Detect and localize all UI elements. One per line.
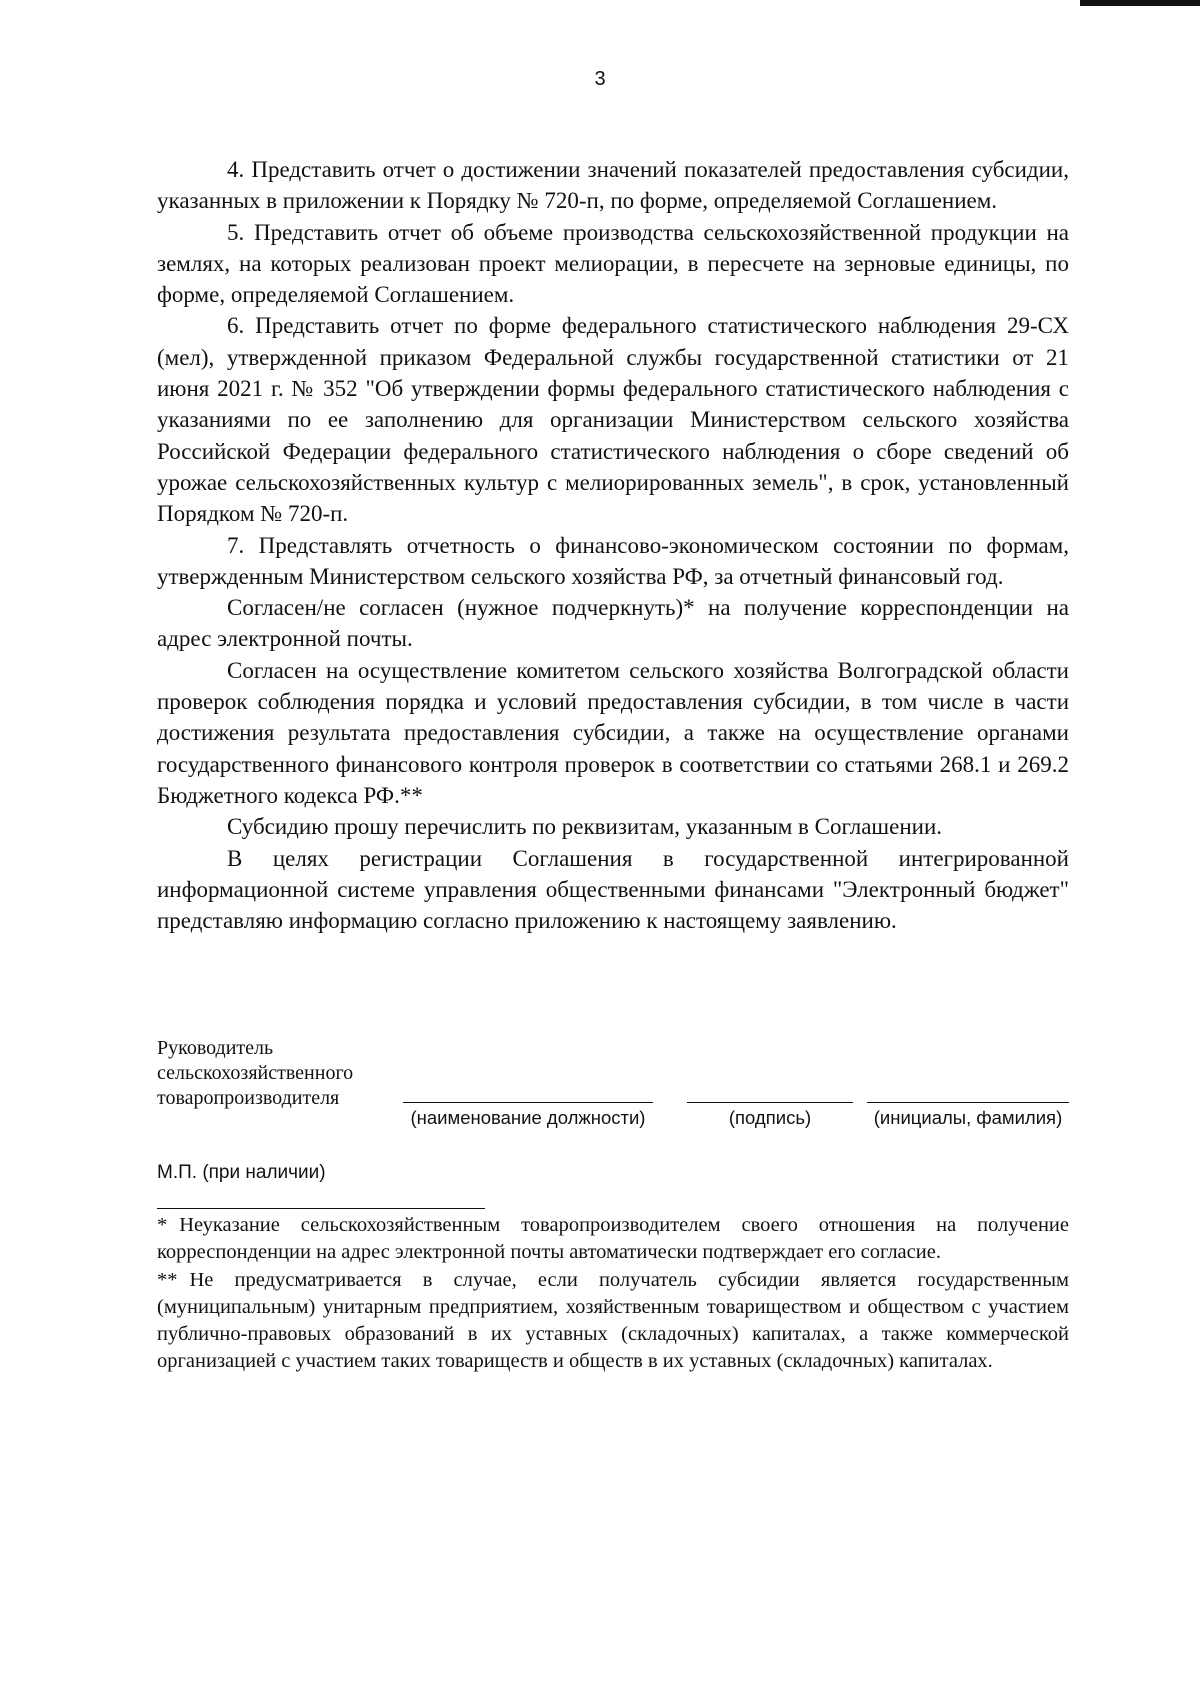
footnote-2 [157,1267,1069,1376]
position-field [403,1102,653,1136]
name-caption: (инициалы, фамилия) [873,1107,1063,1128]
signatory-role-line: сельскохозяйственного [157,1062,354,1084]
paragraph-e-budget-registration: В целях регистрации Соглашения в государственной интегрированной информационной системе управления общественными финансами "Электронный бюджет" представляю информацию согласно приложению к настоящему заявлению. [157,845,1069,934]
signature-field [687,1102,853,1136]
footnote-text: Не предусматривается в случае, если получатель субсидии является государственным (муниципальным) унитарным предприятием, хозяйственным товариществом и обществом с участием публично-правовых образований в их уставных (складочных) капиталах, а также коммерческой организацией с участием таких товариществ и обществ в их уставных (складочных) капиталах. [157,1268,1069,1373]
signature-line [687,1102,853,1103]
footnotes [157,1212,1069,1376]
paragraph-item-6: 6. Представить отчет по форме федерального статистического наблюдения 29-СХ (мел), утвержденной приказом Федеральной службы государственной статистики от 21 июня 2021 г. № 352 "Об утверждении формы федерального статистического наблюдения с указаниями по ее заполнению для организации Министерством сельского хозяйства Российской Федерации федерального статистического наблюдения о сборе сведений об урожае сельскохозяйственных культур с мелиорированных земель", в срок, установленный Порядком № 720-п. [157,313,1069,527]
signatory-role [157,1036,397,1111]
paragraph-item-5: 5. Представить отчет об объеме производства сельскохозяйственной продукции на землях, на которых реализован проект мелиорации, в пересчете на зерновые единицы, по форме, определяемой Соглашением. [157,219,1069,308]
footnote-separator [157,1208,485,1209]
paragraph-transfer-request: Субсидию прошу перечислить по реквизитам, указанным в Соглашении. [227,814,943,840]
document-body [157,154,1069,936]
name-line [867,1102,1069,1103]
page-number: 3 [594,68,606,90]
signature-caption: (подпись) [728,1107,812,1128]
stamp-note: М.П. (при наличии) [157,1162,326,1183]
footnote-mark: ** [157,1268,178,1291]
footnote-mark: * [157,1214,168,1236]
position-line [403,1102,653,1103]
signature-block [157,1036,1069,1136]
footnote-text: Неуказание сельскохозяйственным товаропроизводителем своего отношения на получение корреспонденции на адрес электронной почты автоматически подтверждает его согласие. [157,1214,1069,1264]
position-caption: (наименование должности) [410,1107,646,1128]
paragraph-inspection-consent: Согласен на осуществление комитетом сельского хозяйства Волгоградской области проверок соблюдения порядка и условий предоставления субсидии, в том числе в части достижения результата предоставления субсидии, а также на осуществление органами государственного финансового контроля проверок в соответствии со статьями 268.1 и 269.2 Бюджетного кодекса РФ.** [157,657,1069,808]
signatory-role-line: товаропроизводителя [157,1087,340,1109]
footnote-1 [157,1212,1069,1267]
scan-edge-mark [1080,0,1200,6]
paragraph-item-7: 7. Представлять отчетность о финансово-экономическом состоянии по формам, утвержденным Министерством сельского хозяйства РФ, за отчетный финансовый год. [157,532,1069,589]
signatory-role-line: Руководитель [157,1037,274,1059]
name-field [867,1102,1069,1136]
paragraph-item-4: 4. Представить отчет о достижении значений показателей предоставления субсидии, указанных в приложении к Порядку № 720-п, по форме, определяемой Соглашением. [157,157,1069,214]
paragraph-email-consent: Согласен/не согласен (нужное подчеркнуть)* на получение корреспонденции на адрес электронной почты. [157,595,1069,652]
